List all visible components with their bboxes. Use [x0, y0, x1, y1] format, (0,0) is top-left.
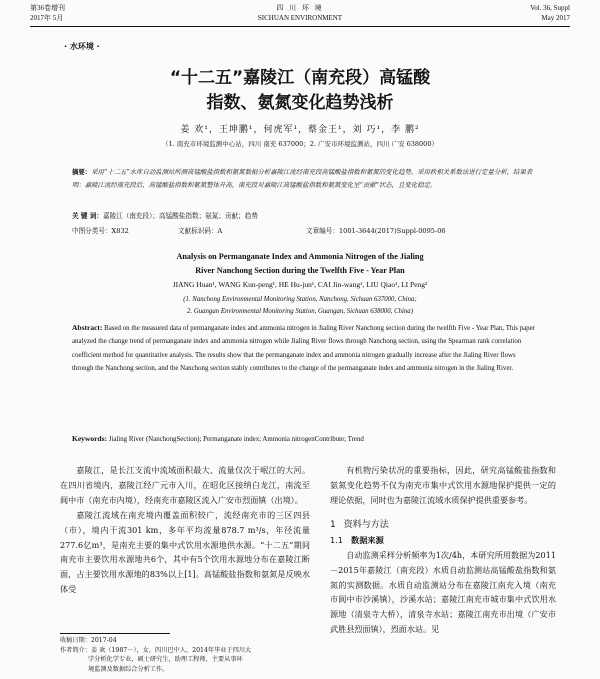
- author-bio-line: 境监测及数据综合分析工作。: [88, 665, 169, 673]
- header-rule: [30, 26, 570, 27]
- authors-en: JIANG Huan¹, WANG Kun-peng¹, HE Hu-jun¹, CAI Jin-wang¹, LIU Qiao¹, LI Peng²: [172, 280, 428, 289]
- abstract-en: [72, 321, 538, 375]
- keywords-cn: [72, 210, 258, 220]
- clc-number: 中图分类号：X832: [72, 227, 129, 235]
- abstract-cn: [72, 166, 534, 192]
- subsection-title: 数据来源: [351, 534, 384, 545]
- author-bio-line: 作者简介：姜 欢（1987－），女，四川巴中人，2014年毕业于四川大: [60, 646, 252, 654]
- abstract-cn-text: 采用“十二五”水库自动监测站所测高锰酸盐指数和氨氮数据分析嘉陵江流经南充段高锰酸盐指数和氨氮的变化趋势，采用秩相关系数法进行定量分析，结果表明：嘉陵江流经南充段后，高锰酸盐指数和氨氮整体升高，南充段对嘉陵江高锰酸盐指数和氨氮变化呈“贡献”状态，且变化稳定。: [72, 168, 533, 189]
- keywords-en: [72, 434, 364, 443]
- subsection-heading: [330, 533, 556, 548]
- title-en: Analysis on Permanganate Index and Ammonia Nitrogen of the Jialing River Nanchong Section during the Twelfth Five - Year Plan: [176, 252, 424, 275]
- authors-cn: 姜 欢¹，王坤鹏¹，何虎军¹，蔡金王¹，刘 巧¹，李 鹏²: [180, 125, 420, 135]
- body-paragraph: 嘉陵江，是长江支流中流域面积最大、流量仅次于岷江的大河。在四川省境内，嘉陵江经广元市入川，在昭化区接纳白龙江，南流至阆中市（南充市内境），经南充市嘉陵区流入广安市烈面镇（出境）。: [60, 465, 310, 505]
- affiliation-cn: （1. 南充市环境监测中心站，四川 南充 637000；2. 广安市环境监测站，四川 广安 638000）: [162, 140, 438, 148]
- section-title: 资料与方法: [343, 519, 389, 530]
- article-number: 文章编号：1001-3644(2017)Suppl-0095-06: [306, 227, 446, 235]
- keywords-en-text: Jialing River (NanchongSection); Permanganate index; Ammonia nitrogenContribute; Trend: [108, 436, 364, 443]
- subsection-number: 1.1: [330, 534, 344, 545]
- keywords-en-label: Keywords:: [72, 434, 107, 443]
- header-volume-en: Vol. 36, Suppl May 2017: [530, 4, 570, 22]
- author-bio-line: 学分析化学专业，硕士研究生，助理工程师，主要从事环: [88, 656, 243, 663]
- section-tag: · 水环境 ·: [64, 42, 100, 51]
- footnote: [60, 636, 310, 674]
- section-heading: [330, 518, 556, 533]
- abstract-cn-label: 摘要：: [72, 168, 92, 176]
- keywords-cn-text: 嘉陵江（南充段）；高锰酸盐指数；氨氮；贡献；趋势: [102, 212, 258, 220]
- abstract-en-label: Abstract:: [72, 323, 103, 332]
- document-code: 文献标识码：A: [178, 227, 223, 235]
- abstract-en-text: Based on the measured data of permanganate index and ammonia nitrogen in Jialing River Nanchong section during the twelfth Five - Year Plan, This paper analyzed the change trend of permanganate index and ammonia nitrogen while Jialing River flows through Nanchong section, using the Spearman rank correlation coefficient method for quantitative analysis. The results show that the permanganate index and ammonia nitrogen gradually increase after the Jialing River flows through the Nanchong section, and the Nanchong section stably contributes to the change of the permanganate index and ammonia nitrogen in the Jialing River.: [72, 325, 535, 372]
- affiliation-en: (1. Nanchong Environmental Monitoring Station, Nanchong, Sichuan 637000, China; 2. Guangan Environmental Monitoring Station, Guangan, Sichuan 638000, China): [183, 296, 417, 315]
- journal-name: 四 川 环 境 SICHUAN ENVIRONMENT: [257, 4, 343, 22]
- body-paragraph: 自动监测采样分析频率为1次/4h，本研究所用数据为2011－2015年嘉陵江（南充段）水质自动监测站高锰酸盐指数和氨氮的实测数据。水质自动监测站分布在嘉陵江南充入境（南充市阆中市沙溪镇），沙溪水站；嘉陵江南充市城市集中式饮用水源地（清泉寺大桥），清泉寺水站；嘉陵江南充市出境（广安市武胜县烈面镇），烈面水站。见: [330, 549, 556, 635]
- section-number: 1: [330, 519, 336, 530]
- body-column-right: [330, 463, 556, 637]
- received-date: 收稿日期：2017-04: [60, 637, 117, 644]
- body-paragraph: 嘉陵江流域在南充境内覆盖面积较广，流经南充市的三区四县（市），境内干流301 km，多年平均流量878.7 m³/s，年径流量277.6亿m³，是南充主要的集中式饮用水源地供水源。“十二五”期间南充市主要饮用水源地共6个，其中有5个饮用水源地分布在嘉陵江断面，占主要饮用水源地的83%以上[1]。高锰酸盐指数和氨氮是反映水体受: [60, 509, 310, 595]
- body-column-left: [60, 463, 310, 597]
- body-paragraph: 有机物污染状况的重要指标，因此，研究高锰酸盐指数和氨氮变化趋势不仅为南充市集中式饮用水源地保护提供一定的理论依据，同时也为嘉陵江流域水质保护提供重要参考。: [330, 465, 556, 505]
- running-header: [30, 3, 570, 29]
- keywords-cn-label: 关 键 词：: [72, 212, 103, 220]
- footnote-rule: [60, 633, 170, 634]
- header-volume-issue: 第36卷增刊 2017年 5月: [30, 4, 65, 22]
- title-cn: “十二五”嘉陵江（南充段）高锰酸 指数、氨氮变化趋势浅析: [169, 68, 431, 113]
